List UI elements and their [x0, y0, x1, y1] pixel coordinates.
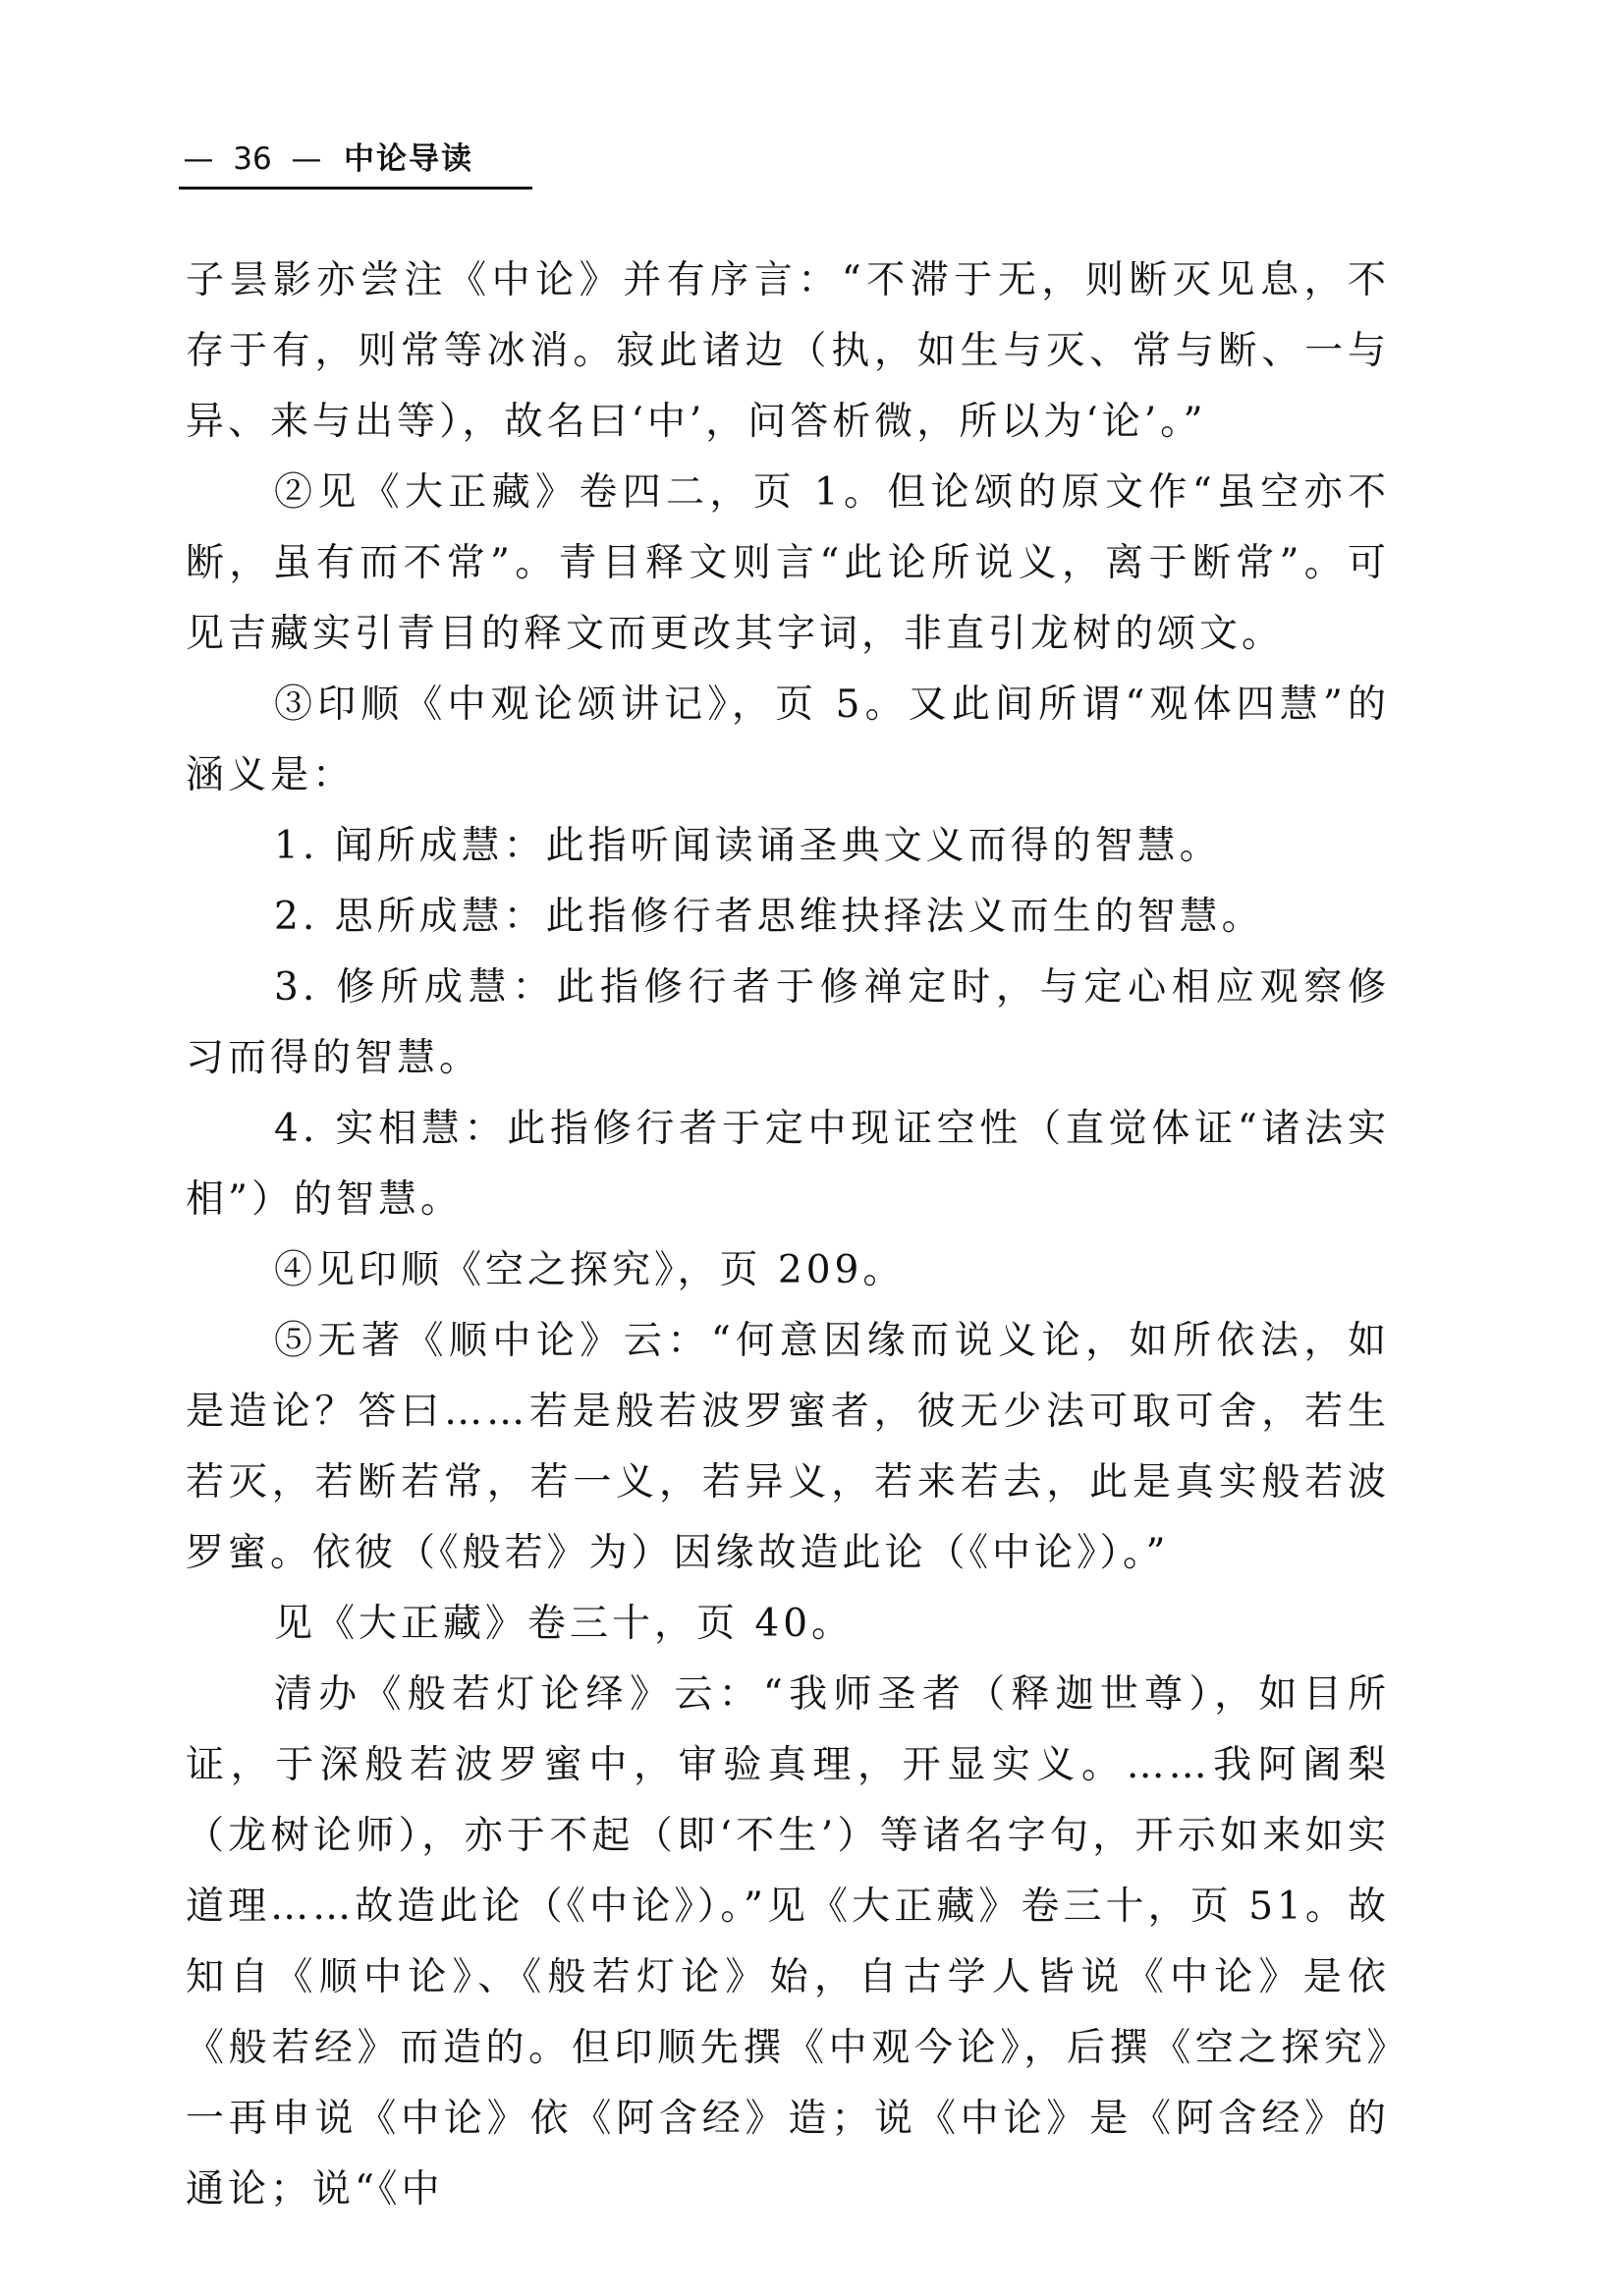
list-item-1: 1. 闻所成慧：此指听闻读诵圣典文义而得的智慧。	[274, 824, 1222, 868]
footnote-5: ⑤无著《顺中论》云：“何意因缘而说义论，如所依法，如是造论？答曰……若是般若波罗蜜者，彼无少法可取可舍，若生若灭，若断若常，若一义，若异义，若来若去，此是真实般若波罗蜜。依彼（《般若》为）因缘故造此论（《中论》）。”	[186, 1319, 1390, 1575]
footnote-2: ②见《大正藏》卷四二，页 1。但论颂的原文作“虽空亦不断，虽有而不常”。青目释文则言“此论所说义，离于断常”。可见吉藏实引青目的释文而更改其字词，非直引龙树的颂文。	[186, 470, 1390, 656]
citation-taisho: 见《大正藏》卷三十，页 40。	[274, 1602, 855, 1646]
header-dash-left: —	[183, 141, 214, 177]
list-item-3: 3. 修所成慧：此指修行者于修禅定时，与定心相应观察修习而得的智慧。	[186, 965, 1390, 1080]
footnote-3: ③印顺《中观论颂讲记》，页 5。又此间所谓“观体四慧”的涵义是：	[186, 683, 1390, 797]
page-number: 36	[233, 141, 272, 177]
body-text	[186, 246, 1390, 2225]
footnote-4: ④见印顺《空之探究》，页 209。	[274, 1248, 906, 1292]
paragraph-qingbian: 清办《般若灯论绎》云：“我师圣者（释迦世尊），如目所证，于深般若波罗蜜中，审验真理，开显实义。……我阿阇梨（龙树论师），亦于不起（即‘不生’）等诸名字句，开示如来如实道理……故造此论（《中论》）。”见《大正藏》卷三十，页 51。故知自《顺中论》、《般若灯论》始，自古学人皆说《中论》是依《般若经》而造的。但印顺先撰《中观今论》，后撰《空之探究》一再申说《中论》依《阿含经》造；说《中论》是《阿含经》的通论；说“《中	[186, 1672, 1390, 2212]
page-header	[179, 137, 532, 190]
header-dash-right: —	[291, 141, 322, 177]
paragraph-continuation: 子昙影亦尝注《中论》并有序言：“不滞于无，则断灭见息，不存于有，则常等冰消。寂此诸边（执，如生与灭、常与断、一与异、来与出等），故名曰‘中’，问答析微，所以为‘论’。”	[186, 258, 1390, 444]
running-title: 中论导读	[344, 141, 473, 177]
list-item-2: 2. 思所成慧：此指修行者思维抉择法义而生的智慧。	[274, 895, 1264, 939]
list-item-4: 4. 实相慧：此指修行者于定中现证空性（直觉体证“诸法实相”）的智慧。	[186, 1107, 1390, 1222]
